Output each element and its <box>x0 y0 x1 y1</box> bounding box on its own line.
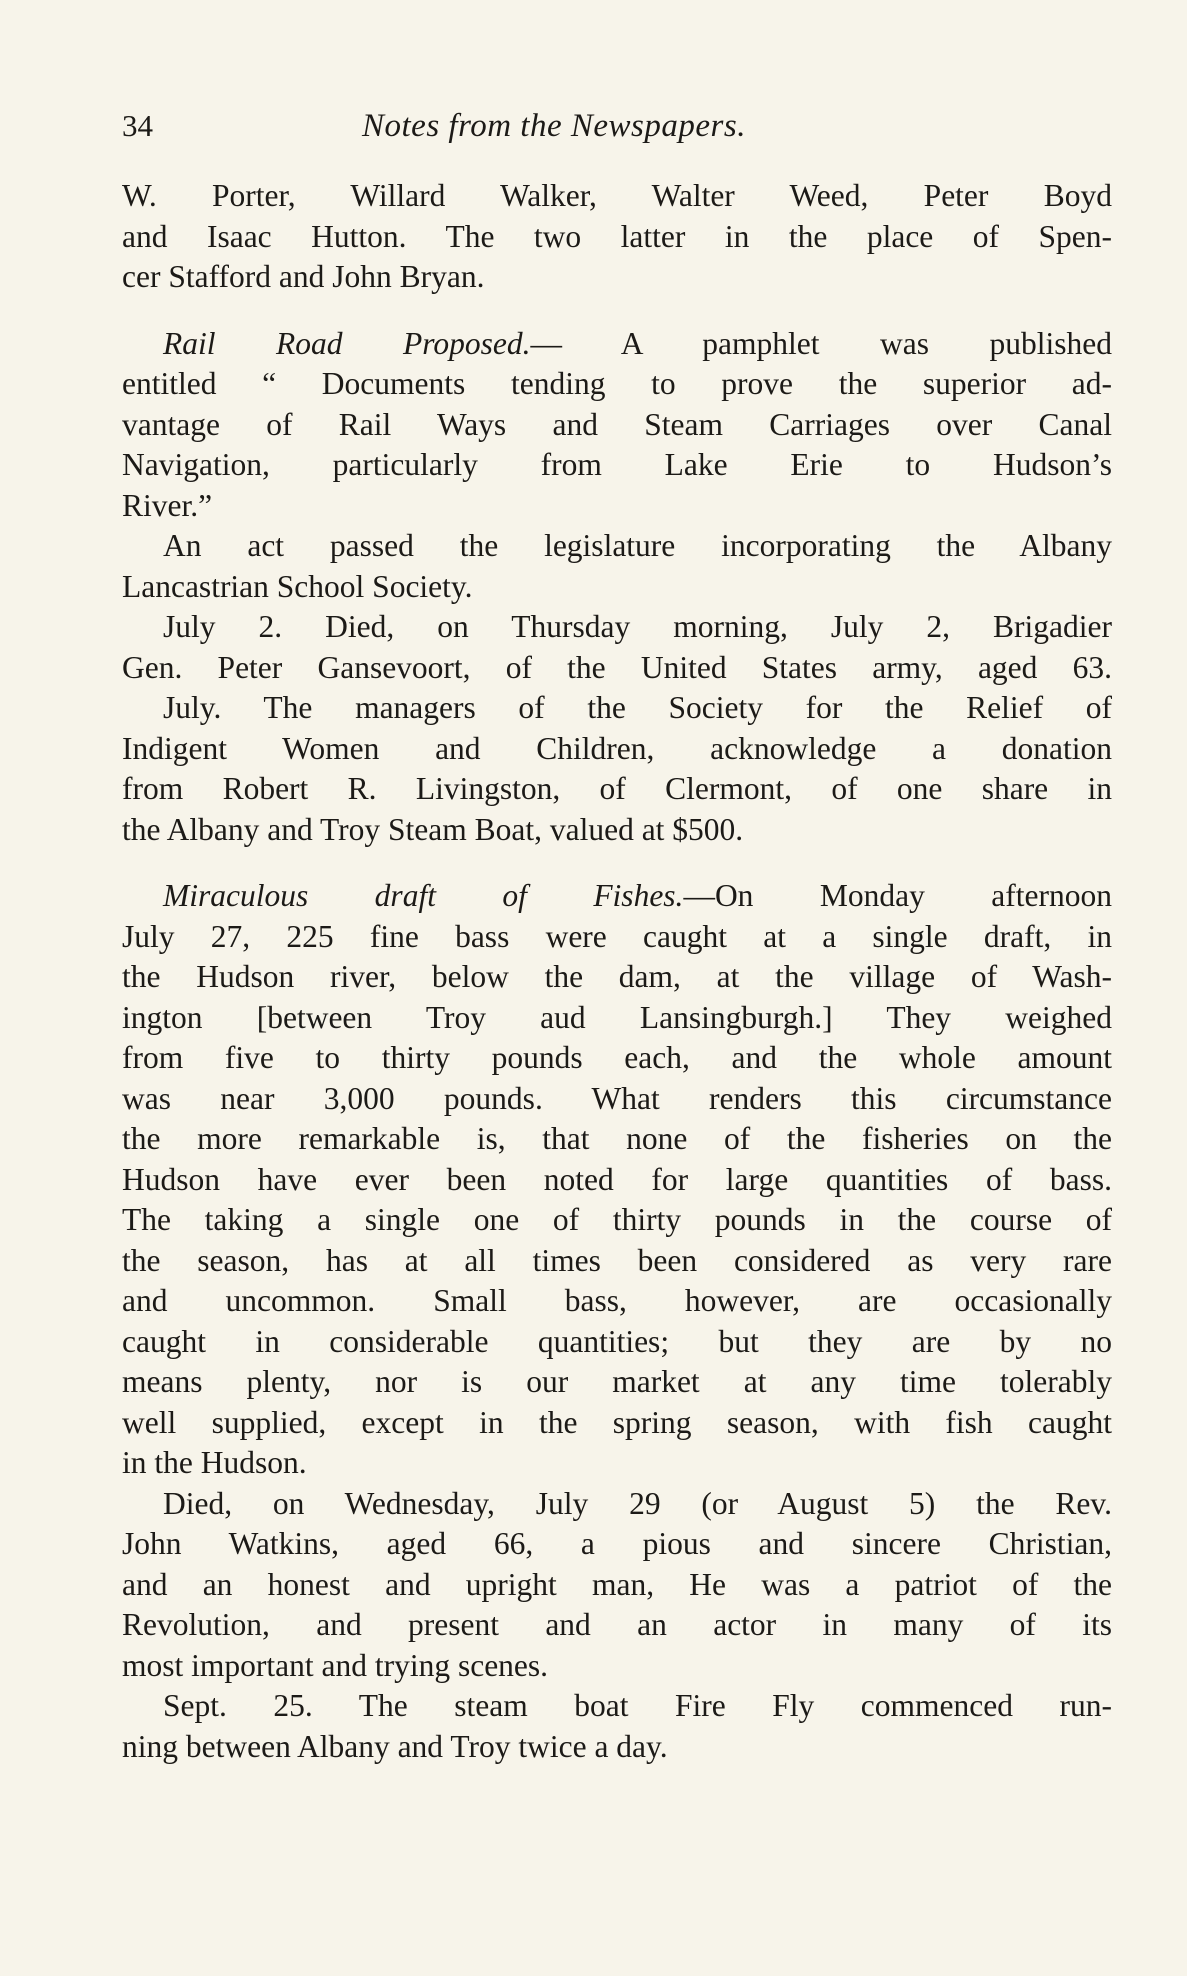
page-header <box>122 108 1112 152</box>
text-line: entitled “ Documents tending to prove the superior ad- <box>122 366 1112 401</box>
paragraph-fire-fly <box>122 1686 1122 1767</box>
text-line: was near 3,000 pounds. What renders this circumstance <box>122 1080 1112 1116</box>
text-line: from Robert R. Livingston, of Clermont, of one share in <box>122 771 1112 806</box>
text-line: ning between Albany and Troy twice a day. <box>122 1728 668 1764</box>
text-line: the season, has at all times been considered as very rare <box>122 1242 1112 1278</box>
text-line: John Watkins, aged 66, a pious and sincere Christian, <box>122 1526 1112 1561</box>
text-line: cer Stafford and John Bryan. <box>122 259 485 294</box>
paragraph-gansevoort <box>122 607 1122 688</box>
page-number: 34 <box>122 108 153 143</box>
body-text <box>122 176 1122 1767</box>
text-line: the Hudson river, below the dam, at the village of Wash- <box>122 959 1112 994</box>
text-line: July 27, 225 fine bass were caught at a single draft, in <box>122 918 1112 954</box>
section-heading-rail-road: Rail Road Proposed. <box>163 325 531 361</box>
section-heading-fishes: Miraculous draft of Fishes. <box>163 878 684 913</box>
paragraph-watkins <box>122 1484 1122 1687</box>
text-line: and Isaac Hutton. The two latter in the place of Spen- <box>122 218 1112 254</box>
text-line: from five to thirty pounds each, and the whole amount <box>122 1040 1112 1075</box>
text-line: the more remarkable is, that none of the fisheries on the <box>122 1121 1112 1156</box>
text-line: Miraculous draft of Fishes.—On Monday afternoon <box>163 878 1112 913</box>
text-line: Sept. 25. The steam boat Fire Fly commenced run- <box>163 1688 1112 1723</box>
text-line: The taking a single one of thirty pounds in the course of <box>122 1202 1112 1237</box>
text-line: River.” <box>122 487 213 523</box>
text-line: W. Porter, Willard Walker, Walter Weed, Peter Boyd <box>122 178 1112 213</box>
running-title: Notes from the Newspapers. <box>362 108 746 144</box>
text-line: Revolution, and present and an actor in many of its <box>122 1607 1112 1642</box>
text-line: most important and trying scenes. <box>122 1647 549 1683</box>
paragraph-society-relief <box>122 688 1122 850</box>
text-line: means plenty, nor is our market at any time tolerably <box>122 1364 1112 1399</box>
text-line: Indigent Women and Children, acknowledge a donation <box>122 730 1112 766</box>
text-line: and uncommon. Small bass, however, are occasionally <box>122 1283 1112 1318</box>
text-line: July. The managers of the Society for the Relief of <box>163 690 1112 725</box>
text-line: in the Hudson. <box>122 1445 307 1480</box>
text-line: Hudson have ever been noted for large quantities of bass. <box>122 1161 1112 1197</box>
paragraph-lancastrian <box>122 526 1122 607</box>
text-line: Died, on Wednesday, July 29 (or August 5) the Rev. <box>163 1485 1112 1521</box>
text-line: and an honest and upright man, He was a patriot of the <box>122 1566 1112 1602</box>
text-line: July 2. Died, on Thursday morning, July 2, Brigadier <box>163 609 1112 644</box>
text-line: the Albany and Troy Steam Boat, valued at $500. <box>122 811 744 847</box>
paragraph-fishes <box>122 876 1122 1484</box>
text-line: Rail Road Proposed.— A pamphlet was published <box>163 325 1112 361</box>
text-line: caught in considerable quantities; but they are by no <box>122 1323 1112 1359</box>
text-line: Navigation, particularly from Lake Erie to Hudson’s <box>122 447 1112 482</box>
text-line: Lancastrian School Society. <box>122 568 473 604</box>
paragraph-continuation <box>122 176 1122 298</box>
text-line: vantage of Rail Ways and Steam Carriages over Canal <box>122 406 1112 442</box>
paragraph-rail-road <box>122 324 1122 527</box>
text-line: ington [between Troy aud Lansingburgh.] They weighed <box>122 999 1112 1035</box>
text-line: well supplied, except in the spring season, with fish caught <box>122 1404 1112 1440</box>
text-line: Gen. Peter Gansevoort, of the United States army, aged 63. <box>122 649 1112 685</box>
text-line: An act passed the legislature incorporating the Albany <box>163 528 1112 563</box>
